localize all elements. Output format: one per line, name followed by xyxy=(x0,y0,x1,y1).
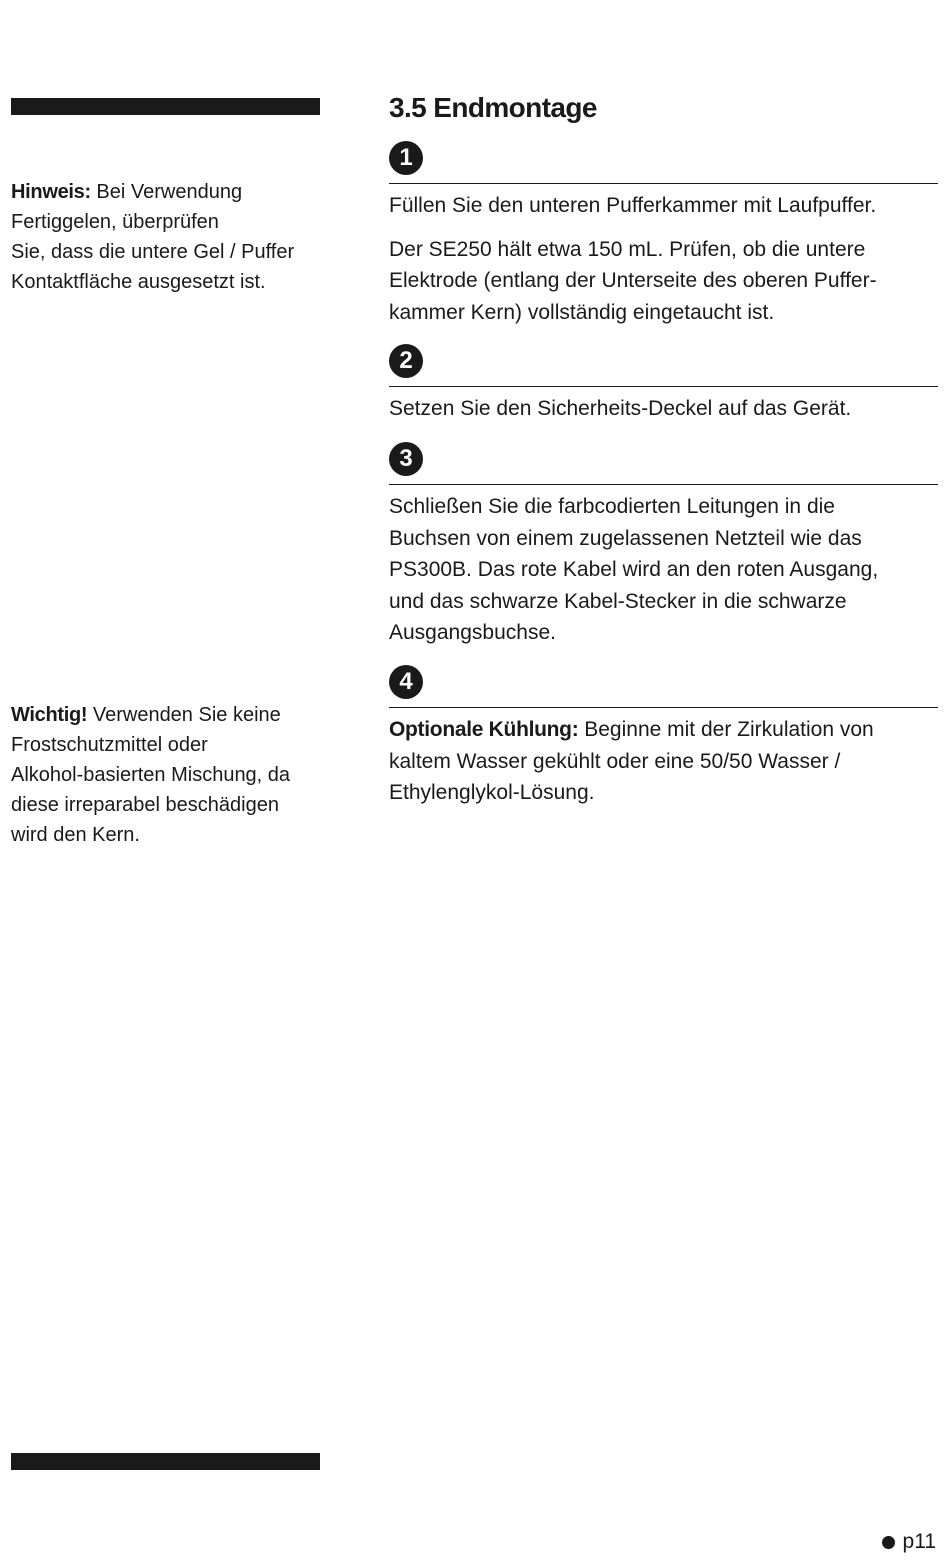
note-line: Sie, dass die untere Gel / Puffer xyxy=(11,241,295,263)
step-divider xyxy=(389,183,938,184)
step-4 xyxy=(389,665,938,809)
step-line: Ethylenglykol-Lösung. xyxy=(389,781,595,804)
step-divider xyxy=(389,484,938,485)
step-divider xyxy=(389,707,938,708)
step-paragraph xyxy=(389,190,938,222)
note-line: Kontaktfläche ausgesetzt ist. xyxy=(11,271,266,293)
note-line: diese irreparabel beschädigen xyxy=(11,794,279,816)
note-line: wird den Kern. xyxy=(11,824,140,846)
step-number-badge: 1 xyxy=(389,141,423,175)
wichtig-label: Wichtig! xyxy=(11,704,88,726)
step-line: Buchsen von einem zugelassenen Netzteil wie das xyxy=(389,526,862,550)
step-paragraph xyxy=(389,234,938,329)
step-line: Schließen Sie die farbcodierten Leitungen in die xyxy=(389,495,835,518)
step-number-badge: 3 xyxy=(389,442,423,476)
step-line: PS300B. Das rote Kabel wird an den roten Ausgang, xyxy=(389,558,879,581)
footer-rule-bar xyxy=(11,1453,320,1470)
wichtig-note xyxy=(11,700,331,850)
step-line: kammer Kern) vollständig eingetaucht ist. xyxy=(389,300,775,324)
page-number xyxy=(882,1530,936,1554)
step-3 xyxy=(389,442,938,649)
page-number-label: p11 xyxy=(902,1530,936,1553)
step-number-badge: 2 xyxy=(389,344,423,378)
note-line: Bei Verwendung xyxy=(90,181,243,203)
step-line: Elektrode (entlang der Unterseite des oberen Puffer- xyxy=(389,269,877,292)
note-line: Fertiggelen, überprüfen xyxy=(11,211,219,233)
step-line: kaltem Wasser gekühlt oder eine 50/50 Wasser / xyxy=(389,749,841,773)
step-line: Setzen Sie den Sicherheits-Deckel auf das Gerät. xyxy=(389,397,852,420)
note-line: Alkohol-basierten Mischung, da xyxy=(11,764,291,786)
note-line: Verwenden Sie keine xyxy=(87,704,281,726)
note-line: Frostschutzmittel oder xyxy=(11,734,208,756)
step-line: Der SE250 hält etwa 150 mL. Prüfen, ob die untere xyxy=(389,237,866,261)
step-line: Ausgangsbuchse. xyxy=(389,621,556,644)
step-divider xyxy=(389,386,938,387)
hinweis-note xyxy=(11,177,331,297)
step-lead-label: Optionale Kühlung: xyxy=(389,718,579,741)
step-1 xyxy=(389,141,938,328)
hinweis-label: Hinweis: xyxy=(11,181,91,203)
step-number-badge: 4 xyxy=(389,665,423,699)
step-line: Beginne mit der Zirkulation von xyxy=(578,718,874,741)
bullet-dot-icon xyxy=(882,1536,895,1549)
step-paragraph xyxy=(389,714,938,809)
step-paragraph xyxy=(389,393,938,425)
step-line: Füllen Sie den unteren Pufferkammer mit Laufpuffer. xyxy=(389,194,877,217)
section-title: 3.5 Endmontage xyxy=(389,92,597,123)
header-rule-bar xyxy=(11,98,320,115)
step-2 xyxy=(389,344,938,425)
step-paragraph xyxy=(389,491,938,649)
step-line: und das schwarze Kabel-Stecker in die schwarze xyxy=(389,589,847,613)
